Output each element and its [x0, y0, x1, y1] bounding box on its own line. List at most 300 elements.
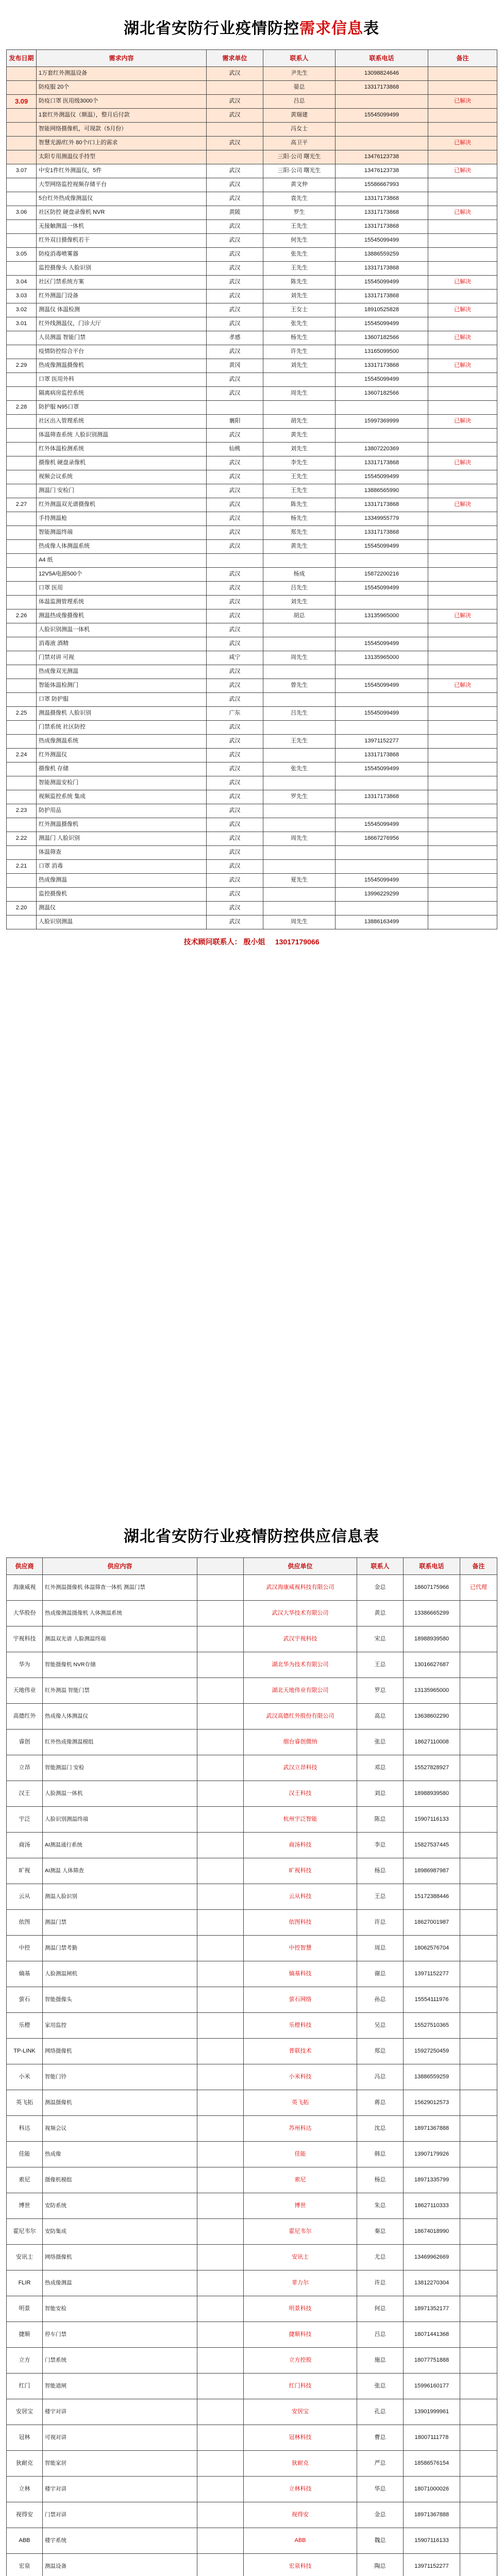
demand-content: 中安1件红外测温仪，5件: [37, 164, 207, 178]
supply-person: 王总: [357, 1884, 404, 1910]
supply-blank: [197, 1884, 244, 1910]
supply-person: 张总: [357, 1730, 404, 1755]
supply-content: 热成像人体测温仪: [43, 1704, 197, 1730]
supply-company: 杭州宇泛智能: [244, 1807, 357, 1833]
demand-date: [7, 679, 37, 693]
supply-person: 黄总: [357, 1601, 404, 1626]
demand-phone: [336, 596, 428, 609]
table-row: [7, 164, 497, 178]
supply-note: [460, 1807, 497, 1833]
supply-brand: 睿创: [7, 1730, 43, 1755]
demand-region: 武汉: [207, 248, 263, 262]
supply-phone: 13901999961: [404, 2399, 460, 2425]
supply-content: 门禁系统: [43, 2348, 197, 2374]
demand-date: 3.05: [7, 248, 37, 262]
demand-note: 已解决: [428, 303, 497, 317]
demand-region: 武汉: [207, 665, 263, 679]
table-row: [7, 2039, 497, 2064]
supply-blank: [197, 1961, 244, 1987]
demand-note: [428, 568, 497, 582]
demand-content: 口罩 防护服: [37, 693, 207, 707]
demand-date: 3.07: [7, 164, 37, 178]
supply-phone: 18971367888: [404, 2116, 460, 2142]
supply-content: 安防系统: [43, 2193, 197, 2219]
demand-date: [7, 540, 37, 554]
supply-company: 视得安: [244, 2502, 357, 2528]
supply-brand: 乐橙: [7, 2013, 43, 2039]
demand-person: 曾先生: [263, 679, 336, 693]
table-row: [7, 1755, 497, 1781]
demand-table-body: [7, 67, 497, 929]
table-row: [7, 443, 497, 456]
supply-phone: 18988939580: [404, 1626, 460, 1652]
supply-person: 刘总: [357, 1781, 404, 1807]
demand-note: [428, 776, 497, 790]
supply-table-body: [7, 1575, 497, 2576]
demand-region: 武汉: [207, 498, 263, 512]
demand-phone: 13886559259: [336, 248, 428, 262]
table-row: [7, 317, 497, 331]
demand-date: [7, 776, 37, 790]
supply-brand: 立林: [7, 2477, 43, 2502]
table-row: [7, 290, 497, 303]
table-row: [7, 554, 497, 568]
supply-phone: 15527510365: [404, 2013, 460, 2039]
supply-brand: 大华股份: [7, 1601, 43, 1626]
supply-blank: [197, 2374, 244, 2399]
demand-person: 郑先生: [263, 526, 336, 540]
table-row: [7, 651, 497, 665]
table-row: [7, 860, 497, 874]
table-row: [7, 790, 497, 804]
demand-note: [428, 150, 497, 164]
table-row: [7, 401, 497, 415]
supply-company: 英飞拓: [244, 2090, 357, 2116]
supply-person: 张总: [357, 2374, 404, 2399]
supply-person: 杨总: [357, 2167, 404, 2193]
supply-blank: [197, 1807, 244, 1833]
supply-note: [460, 1755, 497, 1781]
supply-company: 安讯士: [244, 2245, 357, 2270]
table-row: [7, 2528, 497, 2554]
table-row: [7, 623, 497, 637]
demand-content: 社区门禁系统方案: [37, 276, 207, 290]
demand-content: 红外测温双光谱摄像机: [37, 498, 207, 512]
demand-note: [428, 248, 497, 262]
supply-phone: 18988939580: [404, 1781, 460, 1807]
table-row: [7, 1833, 497, 1858]
supply-company: 安居宝: [244, 2399, 357, 2425]
demand-content: 疫情防控综合平台: [37, 345, 207, 359]
demand-phone: 13165099500: [336, 345, 428, 359]
supply-brand: 中控: [7, 1936, 43, 1961]
demand-region: 武汉: [207, 220, 263, 234]
table-row: [7, 693, 497, 707]
supply-person: 沈总: [357, 2116, 404, 2142]
supply-person: 邓总: [357, 1755, 404, 1781]
demand-phone: [336, 95, 428, 109]
demand-content: A4 纸: [37, 554, 207, 568]
table-row: [7, 540, 497, 554]
header-supply-note: 备注: [460, 1558, 497, 1575]
demand-content: 5台红外热成像测温仪: [37, 192, 207, 206]
table-row: [7, 456, 497, 470]
demand-phone: [336, 846, 428, 860]
demand-note: [428, 860, 497, 874]
demand-region: 武汉: [207, 526, 263, 540]
supply-blank: [197, 2528, 244, 2554]
supply-note: [460, 1704, 497, 1730]
supply-content: 楼宇对讲: [43, 2399, 197, 2425]
supply-table: [6, 1557, 497, 2576]
demand-phone: 13317173868: [336, 359, 428, 373]
table-row: [7, 2296, 497, 2322]
supply-person: 李总: [357, 1833, 404, 1858]
demand-region: 武汉: [207, 164, 263, 178]
title-prefix: 湖北省安防行业疫情防控: [124, 20, 299, 37]
demand-date: [7, 456, 37, 470]
demand-region: 武汉: [207, 790, 263, 804]
demand-region: 武汉: [207, 540, 263, 554]
demand-note: [428, 790, 497, 804]
supply-note: [460, 1936, 497, 1961]
demand-date: [7, 470, 37, 484]
demand-person: [263, 902, 336, 916]
demand-date: [7, 554, 37, 568]
demand-phone: [336, 860, 428, 874]
supply-blank: [197, 2167, 244, 2193]
table-row: [7, 276, 497, 290]
supply-company: 明景科技: [244, 2296, 357, 2322]
demand-content: 大型网络监控视频存储平台: [37, 178, 207, 192]
supply-note: [460, 2477, 497, 2502]
demand-content: 智能测温安检门: [37, 776, 207, 790]
table-row: [7, 2270, 497, 2296]
demand-region: 武汉: [207, 762, 263, 776]
supply-note: [460, 1961, 497, 1987]
supply-content: 楼宇系统: [43, 2528, 197, 2554]
demand-person: 黄先生: [263, 540, 336, 554]
demand-date: [7, 623, 37, 637]
demand-date: 2.24: [7, 749, 37, 762]
table-row: [7, 498, 497, 512]
demand-region: 武汉: [207, 804, 263, 818]
supply-company: 菲力尔: [244, 2270, 357, 2296]
header-region: 需求单位: [207, 50, 263, 67]
demand-person: 王女士: [263, 303, 336, 317]
supply-person: 金总: [357, 1575, 404, 1601]
demand-content: 门禁系统 社区防控: [37, 721, 207, 735]
demand-region: [207, 150, 263, 164]
demand-person: 周先生: [263, 916, 336, 929]
demand-content: 手持测温枪: [37, 512, 207, 526]
table-row: [7, 596, 497, 609]
demand-date: [7, 916, 37, 929]
demand-date: [7, 415, 37, 429]
supply-person: 谢总: [357, 1961, 404, 1987]
supply-blank: [197, 1626, 244, 1652]
demand-phone: 13607182566: [336, 331, 428, 345]
table-row: [7, 359, 497, 373]
supply-content: 测温门禁考勤: [43, 1936, 197, 1961]
demand-content: 摄像机 存储: [37, 762, 207, 776]
supply-brand: FLIR: [7, 2270, 43, 2296]
table-row: [7, 1961, 497, 1987]
supply-sheet: [6, 1512, 497, 2576]
supply-person: 冯总: [357, 2064, 404, 2090]
table-row: [7, 526, 497, 540]
demand-content: 人员测温 智能门禁: [37, 331, 207, 345]
demand-date: [7, 234, 37, 248]
supply-company: 武汉立昂科技: [244, 1755, 357, 1781]
supply-note: [460, 2193, 497, 2219]
supply-note: [460, 1884, 497, 1910]
table-row: [7, 776, 497, 790]
demand-content: 热成像双光测温: [37, 665, 207, 679]
supply-phone: 18971352177: [404, 2296, 460, 2322]
demand-content: 测温门 人脸识别: [37, 832, 207, 846]
supply-person: 高总: [357, 1704, 404, 1730]
supply-blank: [197, 2502, 244, 2528]
supply-content: 热成像: [43, 2142, 197, 2167]
demand-phone: 13317173868: [336, 206, 428, 220]
demand-person: 周先生: [263, 832, 336, 846]
supply-brand: 科达: [7, 2116, 43, 2142]
demand-content: 热成像测温: [37, 874, 207, 888]
supply-company: 苏州科达: [244, 2116, 357, 2142]
title-suffix: 表: [363, 20, 379, 37]
supply-phone: 18586576154: [404, 2451, 460, 2477]
table-row: [7, 2167, 497, 2193]
supply-brand: 霍尼韦尔: [7, 2219, 43, 2245]
supply-blank: [197, 1910, 244, 1936]
demand-date: 2.26: [7, 609, 37, 623]
table-row: [7, 916, 497, 929]
demand-phone: 13476123738: [336, 150, 428, 164]
demand-note: 已解决: [428, 331, 497, 345]
demand-person: 晏总: [263, 81, 336, 95]
supply-company: 烟台睿创微纳: [244, 1730, 357, 1755]
supply-person: 周总: [357, 1936, 404, 1961]
demand-person: [263, 749, 336, 762]
demand-date: [7, 345, 37, 359]
supply-phone: 13971152277: [404, 2554, 460, 2576]
table-row: [7, 331, 497, 345]
demand-date: [7, 67, 37, 81]
table-row: [7, 303, 497, 317]
supply-brand: 高德红外: [7, 1704, 43, 1730]
supply-phone: 15554111976: [404, 1987, 460, 2013]
supply-blank: [197, 1833, 244, 1858]
demand-region: 武汉: [207, 693, 263, 707]
supply-phone: 18062576704: [404, 1936, 460, 1961]
supply-company: 立方控股: [244, 2348, 357, 2374]
supply-header-row: [7, 1558, 497, 1575]
demand-sheet: [6, 4, 497, 954]
supply-blank: [197, 1704, 244, 1730]
supply-content: 停车门禁: [43, 2322, 197, 2348]
demand-region: 武汉: [207, 596, 263, 609]
demand-date: [7, 526, 37, 540]
supply-company: 冠林科技: [244, 2425, 357, 2451]
demand-person: 张先生: [263, 762, 336, 776]
demand-region: 武汉: [207, 67, 263, 81]
demand-region: 武汉: [207, 818, 263, 832]
supply-blank: [197, 2399, 244, 2425]
supply-blank: [197, 2451, 244, 2477]
demand-note: [428, 916, 497, 929]
demand-content: 红外体温检测系统: [37, 443, 207, 456]
demand-region: 武汉: [207, 178, 263, 192]
demand-note: [428, 637, 497, 651]
demand-phone: 15545099499: [336, 109, 428, 123]
supply-phone: 18077751888: [404, 2348, 460, 2374]
demand-content: 热成像人体测温系统: [37, 540, 207, 554]
supply-blank: [197, 2245, 244, 2270]
demand-note: 已解决: [428, 137, 497, 150]
supply-brand: 捷顺: [7, 2322, 43, 2348]
demand-date: [7, 651, 37, 665]
demand-person: 杨先生: [263, 512, 336, 526]
table-row: [7, 1781, 497, 1807]
demand-region: 武汉: [207, 860, 263, 874]
demand-phone: 18667276956: [336, 832, 428, 846]
supply-content: 智能道闸: [43, 2374, 197, 2399]
table-row: [7, 1601, 497, 1626]
demand-phone: [336, 554, 428, 568]
demand-person: 刘先生: [263, 596, 336, 609]
supply-phone: 15996160177: [404, 2374, 460, 2399]
contact-phone[interactable]: 13017179066: [275, 938, 320, 946]
demand-content: 社区出入管理系统: [37, 415, 207, 429]
supply-note: [460, 2116, 497, 2142]
demand-region: 武汉: [207, 679, 263, 693]
table-row: [7, 1807, 497, 1833]
supply-note: [460, 2064, 497, 2090]
supply-content: 智能摄像头: [43, 1987, 197, 2013]
supply-blank: [197, 2064, 244, 2090]
demand-person: [263, 693, 336, 707]
supply-content: 智能测温门 安检: [43, 1755, 197, 1781]
demand-note: 已解决: [428, 609, 497, 623]
demand-phone: 13607182566: [336, 387, 428, 401]
demand-region: 武汉: [207, 262, 263, 276]
supply-note: [460, 1652, 497, 1678]
table-row: [7, 67, 497, 81]
supply-phone: 18607175966: [404, 1575, 460, 1601]
supply-company: 佳能: [244, 2142, 357, 2167]
supply-content: 安防集成: [43, 2219, 197, 2245]
supply-note: [460, 2348, 497, 2374]
demand-content: 口罩 医用: [37, 582, 207, 596]
demand-region: 广东: [207, 707, 263, 721]
supply-person: 严总: [357, 2451, 404, 2477]
demand-note: [428, 526, 497, 540]
demand-content: 体温筛查系统 人脸识别测温: [37, 429, 207, 443]
supply-company: 霍尼韦尔: [244, 2219, 357, 2245]
demand-note: [428, 317, 497, 331]
supply-person: 王总: [357, 1652, 404, 1678]
demand-phone: 15545099499: [336, 470, 428, 484]
demand-note: [428, 735, 497, 749]
demand-note: [428, 762, 497, 776]
demand-region: [207, 554, 263, 568]
demand-phone: 13317173868: [336, 498, 428, 512]
demand-person: 黄瑞建: [263, 109, 336, 123]
supply-phone: 15629012573: [404, 2090, 460, 2116]
demand-region: 黄陂: [207, 206, 263, 220]
supply-blank: [197, 2219, 244, 2245]
demand-person: [263, 637, 336, 651]
demand-date: 2.21: [7, 860, 37, 874]
demand-date: [7, 429, 37, 443]
demand-person: [263, 776, 336, 790]
supply-content: 智能门铃: [43, 2064, 197, 2090]
supply-brand: 依图: [7, 1910, 43, 1936]
table-row: [7, 234, 497, 248]
contact-label: 技术顾问联系人：: [183, 938, 242, 946]
table-row: [7, 206, 497, 220]
demand-region: 仙桃: [207, 443, 263, 456]
demand-date: 2.25: [7, 707, 37, 721]
demand-phone: 13476123738: [336, 164, 428, 178]
supply-content: 网络摄像机: [43, 2245, 197, 2270]
supply-phone: 18071000026: [404, 2477, 460, 2502]
supply-phone: 13469962669: [404, 2245, 460, 2270]
demand-phone: 13135965000: [336, 609, 428, 623]
demand-phone: [336, 123, 428, 137]
demand-person: 许先生: [263, 345, 336, 359]
demand-note: [428, 470, 497, 484]
title-highlight: 需求信息: [299, 20, 363, 37]
demand-note: [428, 109, 497, 123]
supply-brand: 红门: [7, 2374, 43, 2399]
header-supply-content: 供应内容: [43, 1558, 197, 1575]
demand-date: [7, 150, 37, 164]
demand-content: 监控摄像机: [37, 888, 207, 902]
supply-company: 依图科技: [244, 1910, 357, 1936]
demand-person: 王先生: [263, 262, 336, 276]
supply-person: 陶总: [357, 2554, 404, 2576]
table-row: [7, 248, 497, 262]
demand-person: 何先生: [263, 234, 336, 248]
demand-phone: 13135965000: [336, 651, 428, 665]
supply-phone: 13971152277: [404, 1961, 460, 1987]
demand-person: 陈先生: [263, 498, 336, 512]
table-row: [7, 2322, 497, 2348]
supply-brand: 宇泛: [7, 1807, 43, 1833]
header-note: 备注: [428, 50, 497, 67]
demand-phone: 15586667993: [336, 178, 428, 192]
demand-region: 武汉: [207, 609, 263, 623]
demand-phone: 13317173868: [336, 790, 428, 804]
demand-phone: [336, 776, 428, 790]
demand-note: [428, 429, 497, 443]
table-row: [7, 345, 497, 359]
demand-date: 3.04: [7, 276, 37, 290]
table-row: [7, 637, 497, 651]
demand-phone: 13317173868: [336, 262, 428, 276]
demand-phone: 13996229299: [336, 888, 428, 902]
table-row: [7, 192, 497, 206]
demand-phone: 15545099499: [336, 874, 428, 888]
supply-content: 智能家居: [43, 2451, 197, 2477]
demand-note: [428, 721, 497, 735]
supply-company: 湖北天地伟业有限公司: [244, 1678, 357, 1704]
demand-note: [428, 707, 497, 721]
demand-phone: [336, 429, 428, 443]
demand-person: 周先生: [263, 387, 336, 401]
